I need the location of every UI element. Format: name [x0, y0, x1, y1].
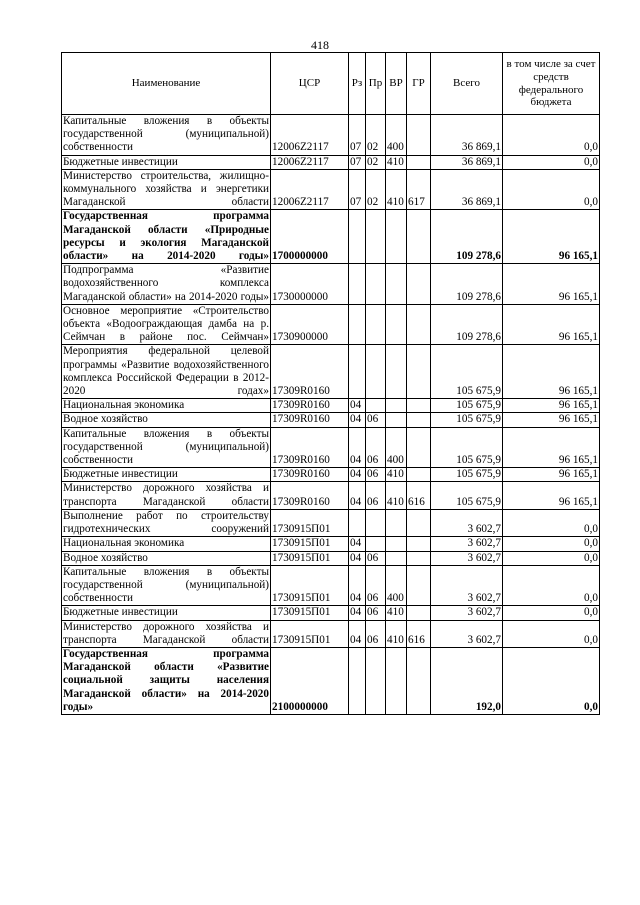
cell-rz: 04 [349, 468, 366, 482]
cell-csr: 17309R0160 [271, 427, 349, 468]
cell-total: 105 675,9 [431, 427, 503, 468]
cell-vr: 400 [386, 427, 407, 468]
header-rz: Рз [349, 53, 366, 115]
cell-total: 3 602,7 [431, 551, 503, 565]
cell-name: Национальная экономика [62, 537, 271, 551]
cell-pr: 06 [366, 482, 386, 509]
cell-federal: 96 165,1 [503, 427, 600, 468]
table-row [62, 551, 600, 565]
header-gr: ГР [407, 53, 431, 115]
cell-name: Капитальные вложения в объекты государственной (муниципальной) собственности [63, 427, 269, 467]
cell-name: Государственная программа Магаданской области «Природные ресурсы и экология Магаданской области» на 2014-2020 годы» [63, 210, 269, 263]
cell-gr [407, 537, 431, 551]
cell-rz: 04 [349, 551, 366, 565]
cell-csr: 1730915П01 [271, 606, 349, 620]
cell-gr [407, 210, 431, 264]
cell-vr: 410 [386, 482, 407, 509]
cell-total: 105 675,9 [431, 345, 503, 399]
cell-rz: 04 [349, 413, 366, 427]
cell-federal: 96 165,1 [503, 345, 600, 399]
cell-federal: 0,0 [503, 647, 600, 714]
cell-gr: 617 [407, 169, 431, 210]
cell-total: 109 278,6 [431, 264, 503, 305]
cell-csr: 1730900000 [271, 304, 349, 345]
table-row [62, 537, 600, 551]
cell-total: 3 602,7 [431, 620, 503, 647]
cell-gr [407, 647, 431, 714]
cell-name: Министерство строительства, жилищно-коммунального хозяйства и энергетики Магаданской области [63, 169, 269, 209]
cell-vr [386, 537, 407, 551]
cell-name: Государственная программа Магаданской области «Развитие социальной защиты населения Магаданской области» на 2014-2020 годы» [63, 647, 269, 713]
cell-pr: 06 [366, 468, 386, 482]
cell-federal: 0,0 [503, 155, 600, 169]
cell-csr: 1730915П01 [271, 620, 349, 647]
cell-vr: 410 [386, 606, 407, 620]
cell-total: 3 602,7 [431, 537, 503, 551]
cell-pr: 06 [366, 551, 386, 565]
cell-rz: 04 [349, 565, 366, 606]
cell-name: Подпрограмма «Развитие водохозяйственного комплекса Магаданской области» на 2014-2020 годы» [63, 264, 269, 303]
cell-name: Бюджетные инвестиции [62, 155, 271, 169]
cell-federal: 0,0 [503, 537, 600, 551]
table-row [62, 399, 600, 413]
table-row [62, 264, 600, 305]
cell-vr: 400 [386, 565, 407, 606]
table-row [62, 155, 600, 169]
header-pr: Пр [366, 53, 386, 115]
cell-federal: 96 165,1 [503, 210, 600, 264]
table-row [62, 509, 600, 536]
cell-federal: 0,0 [503, 551, 600, 565]
cell-vr [386, 264, 407, 305]
cell-pr [366, 304, 386, 345]
cell-name: Водное хозяйство [62, 551, 271, 565]
cell-vr: 400 [386, 115, 407, 156]
cell-pr: 06 [366, 606, 386, 620]
cell-csr: 17309R0160 [271, 399, 349, 413]
cell-name: Бюджетные инвестиции [62, 468, 271, 482]
cell-csr: 1700000000 [271, 210, 349, 264]
cell-rz: 04 [349, 537, 366, 551]
cell-gr [407, 413, 431, 427]
cell-name: Министерство дорожного хозяйства и транспорта Магаданской области [63, 482, 269, 508]
table-row [62, 565, 600, 606]
cell-pr [366, 264, 386, 305]
table-row [62, 468, 600, 482]
table-row [62, 647, 600, 714]
cell-name: Водное хозяйство [62, 413, 271, 427]
cell-csr: 17309R0160 [271, 413, 349, 427]
cell-federal: 96 165,1 [503, 468, 600, 482]
cell-gr [407, 304, 431, 345]
cell-total: 3 602,7 [431, 509, 503, 536]
page-number: 418 [311, 38, 329, 52]
cell-rz [349, 264, 366, 305]
cell-gr [407, 115, 431, 156]
cell-total: 109 278,6 [431, 210, 503, 264]
cell-rz: 07 [349, 155, 366, 169]
cell-federal: 96 165,1 [503, 264, 600, 305]
cell-total: 105 675,9 [431, 399, 503, 413]
cell-federal: 96 165,1 [503, 413, 600, 427]
cell-vr [386, 304, 407, 345]
cell-federal: 0,0 [503, 620, 600, 647]
cell-vr: 410 [386, 155, 407, 169]
cell-vr: 410 [386, 169, 407, 210]
cell-total: 3 602,7 [431, 565, 503, 606]
cell-pr [366, 537, 386, 551]
cell-gr [407, 509, 431, 536]
cell-csr: 2100000000 [271, 647, 349, 714]
cell-vr [386, 509, 407, 536]
cell-gr [407, 399, 431, 413]
cell-total: 36 869,1 [431, 169, 503, 210]
cell-csr: 17309R0160 [271, 482, 349, 509]
cell-rz [349, 345, 366, 399]
cell-gr: 616 [407, 620, 431, 647]
cell-federal: 96 165,1 [503, 304, 600, 345]
header-csr: ЦСР [271, 53, 349, 115]
cell-total: 105 675,9 [431, 482, 503, 509]
cell-name: Основное мероприятие «Строительство объекта «Водоограждающая дамба на р. Сеймчан в районе пос. Сеймчан» [63, 304, 269, 344]
cell-gr [407, 551, 431, 565]
cell-csr: 12006Z2117 [271, 169, 349, 210]
cell-rz [349, 647, 366, 714]
cell-pr [366, 210, 386, 264]
cell-federal: 0,0 [503, 115, 600, 156]
cell-pr [366, 509, 386, 536]
cell-rz: 07 [349, 115, 366, 156]
header-vr: ВР [386, 53, 407, 115]
header-row [62, 53, 600, 115]
table-row [62, 345, 600, 399]
cell-vr [386, 399, 407, 413]
cell-pr [366, 399, 386, 413]
cell-rz: 04 [349, 427, 366, 468]
table-row [62, 606, 600, 620]
cell-csr: 1730915П01 [271, 537, 349, 551]
cell-total: 192,0 [431, 647, 503, 714]
cell-name: Министерство дорожного хозяйства и транспорта Магаданской области [63, 620, 269, 646]
cell-gr [407, 606, 431, 620]
cell-pr: 02 [366, 155, 386, 169]
cell-pr: 06 [366, 427, 386, 468]
cell-federal: 96 165,1 [503, 482, 600, 509]
table-row [62, 482, 600, 509]
cell-rz [349, 509, 366, 536]
table-row [62, 427, 600, 468]
cell-gr [407, 264, 431, 305]
cell-csr: 1730915П01 [271, 551, 349, 565]
cell-federal: 0,0 [503, 509, 600, 536]
table-row [62, 210, 600, 264]
cell-name: Капитальные вложения в объекты государственной (муниципальной) собственности [63, 115, 269, 154]
table-row [62, 115, 600, 156]
table-body [62, 115, 600, 715]
table-row [62, 620, 600, 647]
cell-csr: 1730915П01 [271, 509, 349, 536]
cell-federal: 96 165,1 [503, 399, 600, 413]
table-row [62, 304, 600, 345]
cell-pr: 06 [366, 413, 386, 427]
cell-rz: 07 [349, 169, 366, 210]
cell-rz: 04 [349, 399, 366, 413]
cell-pr: 06 [366, 620, 386, 647]
cell-federal: 0,0 [503, 606, 600, 620]
cell-name: Выполнение работ по строительству гидротехнических сооружений [63, 509, 269, 536]
cell-csr: 12006Z2117 [271, 155, 349, 169]
cell-pr: 02 [366, 115, 386, 156]
cell-csr: 1730000000 [271, 264, 349, 305]
cell-gr [407, 565, 431, 606]
budget-table [61, 52, 600, 715]
header-federal: в том числе за счет средств федерального бюджета [503, 53, 600, 115]
cell-vr [386, 551, 407, 565]
cell-name: Капитальные вложения в объекты государственной (муниципальной) собственности [63, 565, 269, 605]
cell-csr: 12006Z2117 [271, 115, 349, 156]
cell-rz: 04 [349, 482, 366, 509]
cell-name: Бюджетные инвестиции [62, 606, 271, 620]
cell-csr: 17309R0160 [271, 345, 349, 399]
cell-rz: 04 [349, 620, 366, 647]
cell-rz [349, 304, 366, 345]
cell-vr [386, 647, 407, 714]
cell-pr: 02 [366, 169, 386, 210]
table-row [62, 169, 600, 210]
cell-pr: 06 [366, 565, 386, 606]
cell-vr [386, 210, 407, 264]
cell-gr [407, 468, 431, 482]
cell-pr [366, 345, 386, 399]
cell-csr: 17309R0160 [271, 468, 349, 482]
cell-name: Мероприятия федеральной целевой программы «Развитие водохозяйственного комплекса Российской Федерации в 2012-2020 годах» [63, 345, 269, 398]
cell-vr: 410 [386, 468, 407, 482]
cell-total: 105 675,9 [431, 468, 503, 482]
cell-total: 36 869,1 [431, 155, 503, 169]
cell-csr: 1730915П01 [271, 565, 349, 606]
cell-total: 36 869,1 [431, 115, 503, 156]
table-row [62, 413, 600, 427]
cell-vr [386, 413, 407, 427]
header-total: Всего [431, 53, 503, 115]
cell-name: Национальная экономика [62, 399, 271, 413]
cell-rz: 04 [349, 606, 366, 620]
cell-total: 109 278,6 [431, 304, 503, 345]
cell-pr [366, 647, 386, 714]
cell-gr [407, 345, 431, 399]
cell-federal: 0,0 [503, 565, 600, 606]
cell-vr [386, 345, 407, 399]
cell-rz [349, 210, 366, 264]
cell-gr [407, 155, 431, 169]
cell-gr [407, 427, 431, 468]
cell-federal: 0,0 [503, 169, 600, 210]
cell-total: 105 675,9 [431, 413, 503, 427]
header-name: Наименование [62, 53, 271, 115]
cell-total: 3 602,7 [431, 606, 503, 620]
cell-vr: 410 [386, 620, 407, 647]
cell-gr: 616 [407, 482, 431, 509]
